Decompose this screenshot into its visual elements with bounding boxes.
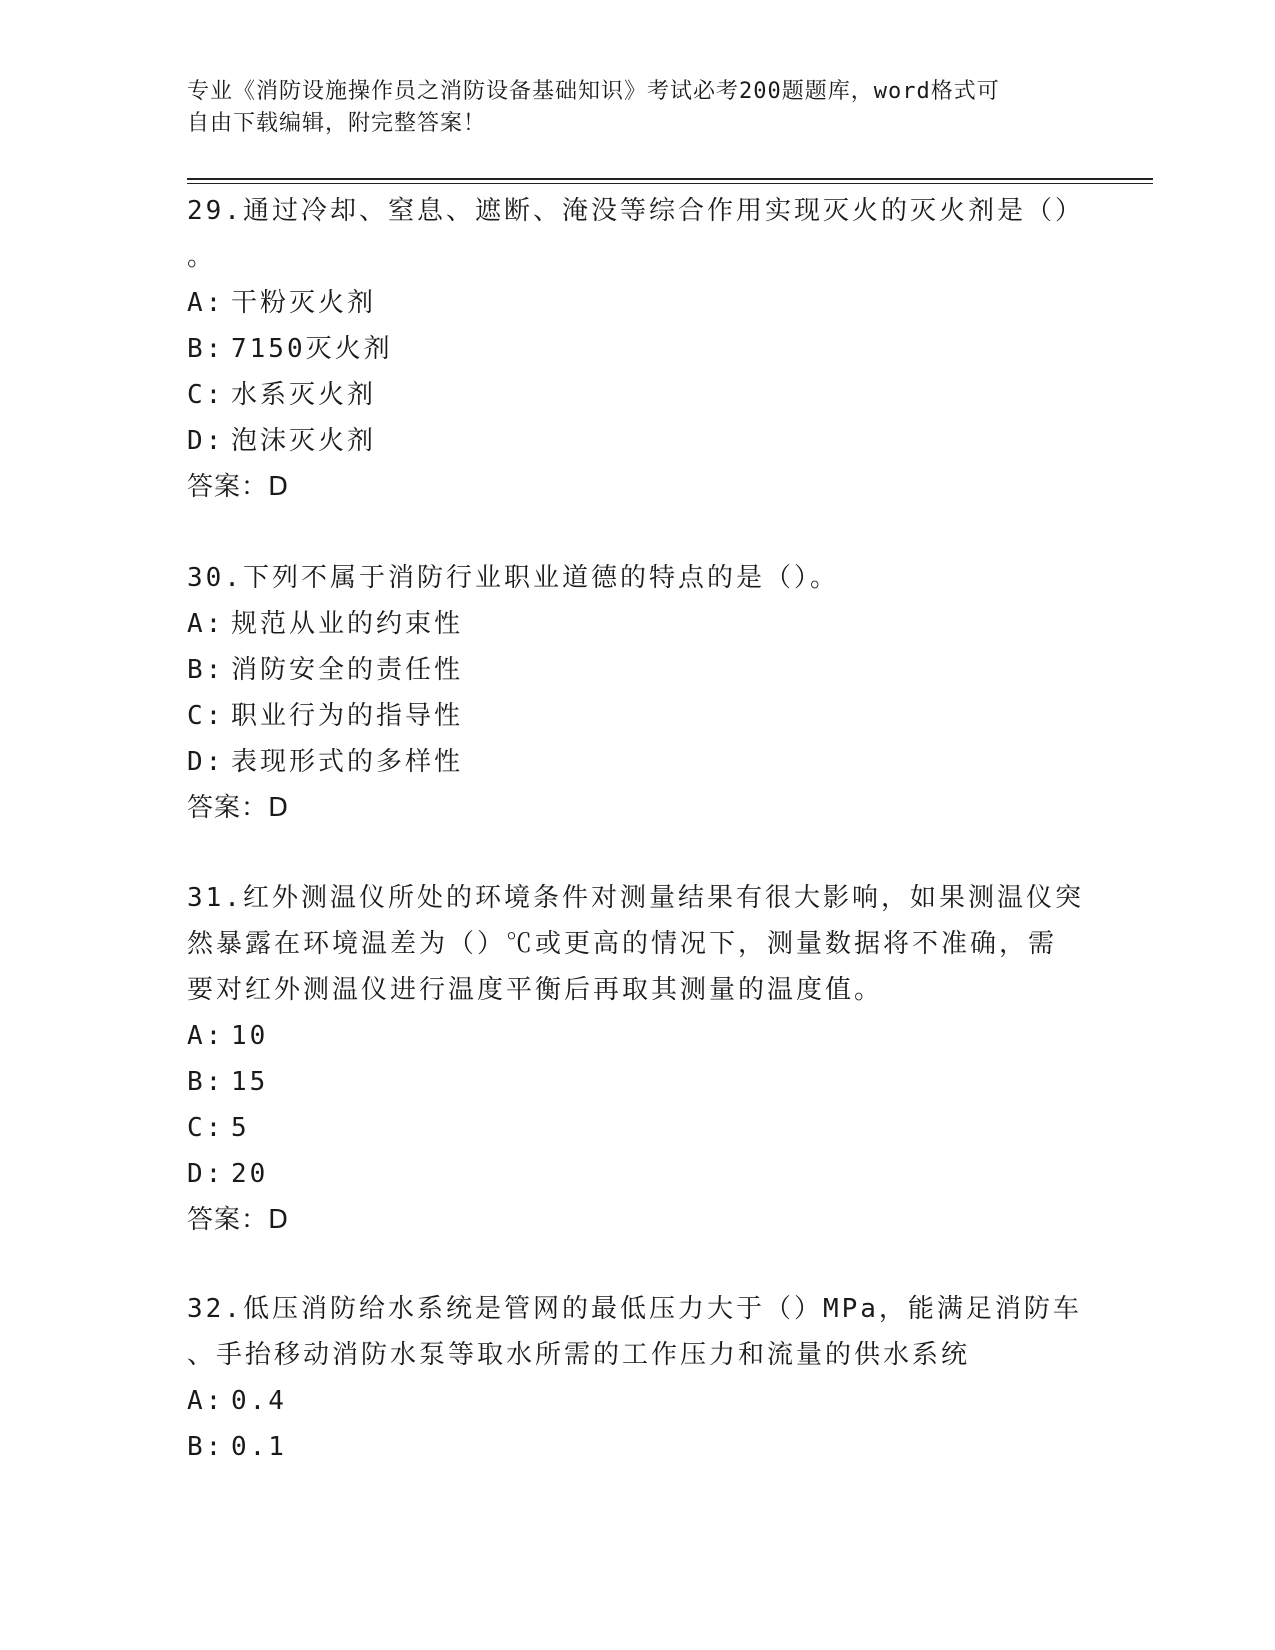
option-key: D:	[187, 1159, 225, 1189]
option-key: A:	[187, 1386, 225, 1416]
option-text: 消防安全的责任性	[231, 655, 464, 685]
header-line-1: 专业《消防设施操作员之消防设备基础知识》考试必考200题题库，word格式可	[187, 79, 1000, 104]
question-31	[187, 875, 1087, 1243]
option-text: 0.4	[231, 1386, 287, 1416]
question-30	[187, 555, 1087, 831]
option-b	[187, 1059, 1087, 1105]
answer-line: 答案：D	[187, 793, 290, 823]
option-key: D:	[187, 747, 225, 777]
option-key: B:	[187, 334, 225, 364]
question-stem-line: 要对红外测温仪进行温度平衡后再取其测量的温度值。	[187, 975, 884, 1005]
option-text: 0.1	[231, 1432, 287, 1462]
header-divider-thin	[187, 183, 1153, 184]
question-stem-line: 32.低压消防给水系统是管网的最低压力大于（）MPa，能满足消防车	[187, 1294, 1082, 1324]
option-d	[187, 739, 1087, 785]
option-key: A:	[187, 288, 225, 318]
option-key: C:	[187, 701, 225, 731]
option-text: 泡沫灭火剂	[231, 426, 377, 456]
question-stem-line: 31.红外测温仪所处的环境条件对测量结果有很大影响，如果测温仪突	[187, 883, 1084, 913]
option-text: 5	[231, 1113, 250, 1143]
header-line-2: 自由下载编辑，附完整答案！	[187, 111, 487, 136]
option-text: 15	[231, 1067, 269, 1097]
question-stem-line: 29.通过冷却、窒息、遮断、淹没等综合作用实现灭火的灭火剂是（）	[187, 196, 1084, 226]
option-text: 水系灭火剂	[231, 380, 377, 410]
option-key: B:	[187, 1432, 225, 1462]
question-stem-line: 。	[187, 242, 217, 272]
option-key: A:	[187, 609, 225, 639]
option-key: C:	[187, 1113, 225, 1143]
option-b	[187, 326, 1087, 372]
question-stem-line: 、手抬移动消防水泵等取水所需的工作压力和流量的供水系统	[187, 1340, 971, 1370]
option-c	[187, 1105, 1087, 1151]
answer-line: 答案：D	[187, 1205, 290, 1235]
option-a	[187, 601, 1087, 647]
question-stem-line: 30.下列不属于消防行业职业道德的特点的是（）。	[187, 563, 839, 593]
option-a	[187, 280, 1087, 326]
option-text: 7150灭火剂	[231, 334, 393, 364]
option-c	[187, 693, 1087, 739]
document-header	[187, 76, 1067, 140]
option-key: D:	[187, 426, 225, 456]
option-b	[187, 647, 1087, 693]
option-text: 表现形式的多样性	[231, 747, 464, 777]
option-key: B:	[187, 655, 225, 685]
option-a	[187, 1013, 1087, 1059]
option-key: C:	[187, 380, 225, 410]
option-d	[187, 1151, 1087, 1197]
option-key: B:	[187, 1067, 225, 1097]
option-d	[187, 418, 1087, 464]
option-text: 10	[231, 1021, 269, 1051]
option-b	[187, 1424, 1087, 1470]
option-text: 干粉灭火剂	[231, 288, 377, 318]
option-text: 职业行为的指导性	[231, 701, 464, 731]
question-29	[187, 188, 1087, 510]
question-32	[187, 1286, 1087, 1470]
option-c	[187, 372, 1087, 418]
header-divider-thick	[187, 178, 1153, 180]
option-text: 规范从业的约束性	[231, 609, 464, 639]
answer-line: 答案：D	[187, 472, 290, 502]
question-stem-line: 然暴露在环境温差为（）℃或更高的情况下，测量数据将不准确，需	[187, 929, 1058, 959]
option-key: A:	[187, 1021, 225, 1051]
option-text: 20	[231, 1159, 269, 1189]
option-a	[187, 1378, 1087, 1424]
